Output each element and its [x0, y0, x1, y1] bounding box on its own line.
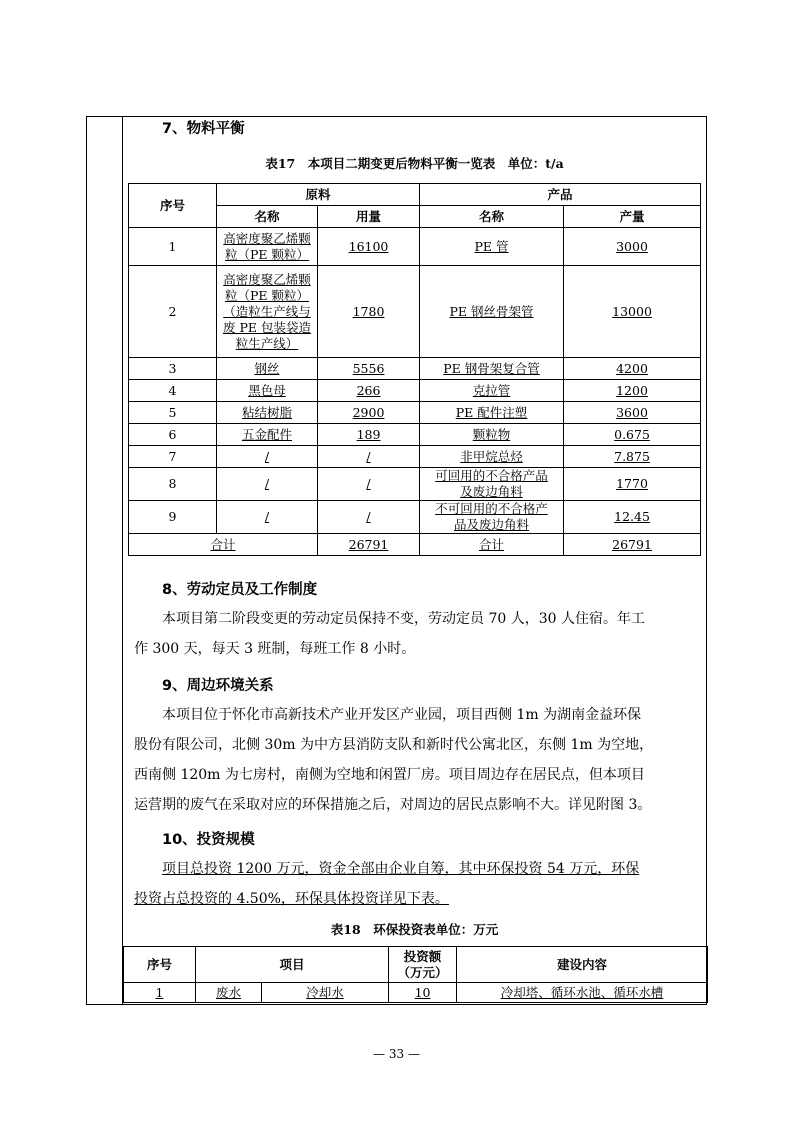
raw-name-cell	[217, 402, 318, 424]
t18-content: 冷却塔、循环水池、循环水槽	[500, 984, 664, 1000]
raw-name-line: 粘结树脂	[241, 404, 292, 420]
raw-usage: /	[366, 476, 371, 491]
header-seq: 序号	[129, 184, 217, 228]
material-balance-table	[128, 183, 701, 556]
raw-usage-cell	[318, 228, 420, 266]
t18-seq: 1	[155, 984, 164, 1000]
product-name-line: 颗粒物	[472, 426, 511, 442]
raw-usage: 16100	[348, 238, 389, 254]
t18-header-amount	[389, 947, 457, 983]
raw-name-cell	[217, 358, 318, 380]
env-investment-table	[123, 946, 708, 1003]
total-usage: 26791	[348, 536, 389, 552]
row-seq: 5	[168, 404, 177, 420]
header-product: 产品	[420, 184, 701, 206]
row-seq-cell	[129, 266, 217, 358]
product-output-cell	[564, 468, 701, 501]
table-row	[129, 402, 701, 424]
section10-heading: 10、投资规模	[162, 832, 255, 848]
t18-header-amount-l2: （万元）	[397, 964, 448, 980]
product-output-cell	[564, 358, 701, 380]
page-number: — 33 —	[373, 1047, 420, 1061]
section8-line-2: 作 300 天，每天 3 班制，每班工作 8 小时。	[134, 641, 416, 657]
raw-name-line: 粒（PE 颗粒）	[224, 246, 309, 262]
total-label: 合计	[210, 536, 236, 552]
product-output: 4200	[616, 360, 648, 376]
row-seq: 3	[168, 360, 177, 376]
raw-name-cell	[217, 501, 318, 534]
raw-usage: 266	[356, 382, 381, 398]
row-seq: 7	[168, 448, 177, 464]
row-seq: 1	[168, 238, 177, 254]
section10-line-1: 项目总投资 1200 万元，资金全部由企业自筹，其中环保投资 54 万元，环保	[162, 861, 640, 877]
section9-line-1: 本项目位于怀化市高新技术产业开发区产业园，项目西侧 1m 为湖南金益环保	[162, 707, 642, 723]
raw-name-cell	[217, 266, 318, 358]
raw-name-line: 粒（PE 颗粒）	[224, 287, 309, 303]
raw-usage-cell	[318, 468, 420, 501]
product-name-cell	[420, 266, 564, 358]
product-name-cell	[420, 501, 564, 534]
t18-header-seq: 序号	[124, 947, 196, 983]
raw-name-line: （造粒生产线与	[223, 303, 311, 319]
t18-sub-cell	[262, 983, 389, 1003]
raw-name-line: 废 PE 包装袋造	[223, 319, 311, 335]
raw-name-cell	[217, 424, 318, 446]
product-output-cell	[564, 266, 701, 358]
product-name-line: 品及废边角料	[454, 517, 530, 532]
raw-name-line: 五金配件	[241, 426, 292, 442]
raw-usage-cell	[318, 266, 420, 358]
raw-name-cell	[217, 228, 318, 266]
table-row	[129, 266, 701, 358]
table-row	[129, 446, 701, 468]
header-output: 产量	[564, 206, 701, 228]
product-name-cell	[420, 424, 564, 446]
section9-text	[134, 700, 653, 820]
row-seq-cell	[129, 358, 217, 380]
product-name-line: 非甲烷总烃	[460, 448, 523, 464]
section9-line-2: 股份有限公司，北侧 30m 为中方县消防支队和新时代公寓北区，东侧 1m 为空地，	[134, 737, 654, 753]
raw-usage-cell	[318, 424, 420, 446]
product-name-line: PE 钢骨架复合管	[443, 360, 540, 376]
product-name-cell	[420, 402, 564, 424]
raw-usage: 5556	[352, 360, 385, 376]
row-seq-cell	[129, 501, 217, 534]
total-product-label-cell	[420, 534, 564, 556]
product-name-cell	[420, 446, 564, 468]
raw-name-line: /	[264, 509, 270, 524]
t18-header-amount-l1: 投资额	[403, 948, 442, 964]
t18-header-item: 项目	[196, 947, 389, 983]
raw-name-cell	[217, 468, 318, 501]
header-raw: 原料	[217, 184, 420, 206]
raw-usage: /	[366, 509, 371, 524]
row-seq-cell	[129, 424, 217, 446]
table-row	[129, 468, 701, 501]
product-name-line: PE 配件注塑	[455, 404, 528, 420]
total-product-label: 合计	[479, 536, 505, 552]
row-seq: 4	[168, 382, 177, 398]
raw-usage-cell	[318, 446, 420, 468]
table-row	[124, 983, 708, 1003]
header-usage: 用量	[318, 206, 420, 228]
t18-seq-cell	[124, 983, 196, 1003]
row-seq: 8	[168, 476, 177, 491]
t18-content-cell	[457, 983, 708, 1003]
product-name-line: 及废边角料	[460, 484, 523, 499]
total-usage-cell	[318, 534, 420, 556]
product-output: 1770	[616, 476, 648, 491]
product-output: 3000	[616, 238, 648, 254]
section10-text	[134, 854, 639, 914]
table17-caption: 表17 本项目二期变更后物料平衡一览表 单位：t/a	[265, 156, 564, 171]
raw-name-line: /	[264, 448, 270, 464]
section9-heading: 9、周边环境关系	[162, 678, 274, 694]
product-name-cell	[420, 468, 564, 501]
product-output: 0.675	[614, 426, 650, 442]
section8-heading: 8、劳动定员及工作制度	[162, 582, 318, 598]
section8-line-1: 本项目第二阶段变更的劳动定员保持不变，劳动定员 70 人，30 人住宿。年工	[162, 611, 645, 627]
row-seq-cell	[129, 446, 217, 468]
product-name-line: 可回用的不合格产品	[435, 468, 548, 483]
row-seq-cell	[129, 468, 217, 501]
product-name-line: PE 管	[474, 238, 509, 254]
section7-heading: 7、物料平衡	[162, 121, 245, 137]
table18-caption: 表18 环保投资表单位：万元	[330, 922, 499, 937]
product-output-cell	[564, 380, 701, 402]
raw-usage: 2900	[352, 404, 385, 420]
raw-usage: /	[366, 448, 371, 464]
product-output: 1200	[616, 382, 648, 398]
product-output-cell	[564, 402, 701, 424]
raw-name-line: 高密度聚乙烯颗	[223, 271, 311, 287]
total-output-cell	[564, 534, 701, 556]
raw-usage-cell	[318, 402, 420, 424]
total-output: 26791	[612, 536, 652, 552]
t18-cat-cell	[196, 983, 262, 1003]
raw-name-line: 粒生产线）	[235, 335, 299, 351]
raw-name-line: 高密度聚乙烯颗	[223, 230, 311, 246]
table-row	[129, 501, 701, 534]
section9-line-4: 运营期的废气在采取对应的环保措施之后，对周边的居民点影响不大。详见附图 3。	[134, 797, 652, 813]
t18-amount: 10	[414, 984, 431, 1000]
product-name-cell	[420, 380, 564, 402]
section8-text	[134, 604, 645, 664]
total-label-cell	[129, 534, 318, 556]
section10-line-2: 投资占总投资的 4.50%，环保具体投资详见下表。	[134, 891, 449, 907]
product-name-cell	[420, 228, 564, 266]
table-row	[129, 228, 701, 266]
frame-divider	[122, 116, 123, 1005]
product-output: 13000	[612, 303, 652, 319]
product-output-cell	[564, 424, 701, 446]
raw-name-line: 黑色母	[248, 382, 286, 398]
product-output: 3600	[616, 404, 648, 420]
product-output: 12.45	[614, 509, 650, 524]
raw-usage-cell	[318, 501, 420, 534]
row-seq-cell	[129, 402, 217, 424]
header-product-name: 名称	[420, 206, 564, 228]
raw-name-line: 钢丝	[254, 360, 280, 376]
table-row	[129, 358, 701, 380]
row-seq-cell	[129, 380, 217, 402]
product-name-line: 不可回用的不合格产	[435, 501, 548, 516]
row-seq: 2	[168, 303, 177, 319]
raw-usage: 189	[356, 426, 381, 442]
product-output-cell	[564, 501, 701, 534]
t18-header-content: 建设内容	[457, 947, 708, 983]
raw-usage-cell	[318, 358, 420, 380]
raw-name-cell	[217, 446, 318, 468]
row-seq-cell	[129, 228, 217, 266]
product-name-cell	[420, 358, 564, 380]
t18-sub: 冷却水	[306, 984, 344, 1000]
raw-name-cell	[217, 380, 318, 402]
t18-amount-cell	[389, 983, 457, 1003]
table-row	[129, 424, 701, 446]
row-seq: 9	[168, 509, 177, 524]
raw-usage: 1780	[352, 303, 385, 319]
product-output-cell	[564, 446, 701, 468]
header-raw-name: 名称	[217, 206, 318, 228]
product-output-cell	[564, 228, 701, 266]
product-name-line: PE 钢丝骨架管	[449, 303, 534, 319]
section9-line-3: 西南侧 120m 为七房村，南侧为空地和闲置厂房。项目周边存在居民点，但本项目	[134, 767, 645, 783]
raw-name-line: /	[264, 476, 270, 491]
t18-cat: 废水	[215, 984, 241, 1000]
product-output: 7.875	[614, 448, 650, 464]
raw-usage-cell	[318, 380, 420, 402]
row-seq: 6	[168, 426, 177, 442]
product-name-line: 克拉管	[472, 382, 511, 398]
table-row	[129, 380, 701, 402]
